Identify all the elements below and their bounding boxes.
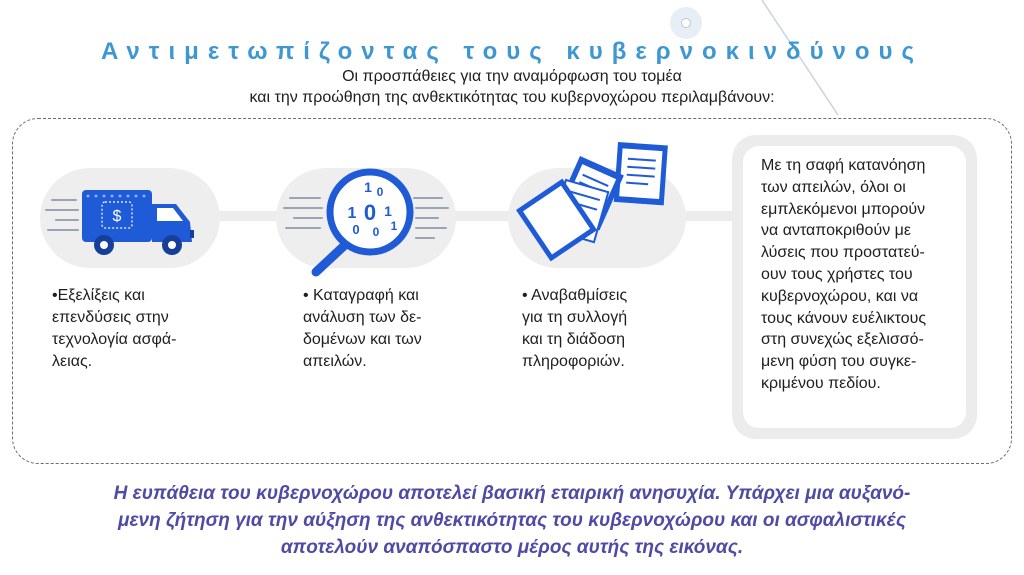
item-line: ανάλυση των δε- bbox=[303, 309, 422, 326]
item-line: • Αναβαθμίσεις bbox=[522, 287, 628, 304]
item-line: για τη συλλογή bbox=[522, 309, 628, 326]
dollar-sign: $ bbox=[112, 208, 122, 225]
item-line: επενδύσεις στην bbox=[52, 309, 169, 326]
callout-line: στη συνεχώς εξελισσό- bbox=[761, 331, 924, 349]
item-line: δομένων και των bbox=[303, 331, 422, 348]
item-icon-pill bbox=[276, 168, 456, 268]
armored-truck-icon bbox=[40, 168, 220, 268]
binary-digit: 0 bbox=[363, 200, 377, 225]
binary-digit: 0 bbox=[376, 185, 384, 199]
callout-line: να ανταποκριθούν με bbox=[761, 222, 911, 240]
documents-icon bbox=[508, 168, 686, 268]
item-icon-pill bbox=[40, 168, 220, 268]
binary-digit: 1 bbox=[384, 203, 392, 219]
item-description bbox=[522, 285, 627, 373]
footer-line: Η ευπάθεια του κυβερνοχώρου αποτελεί βασική εταιρική ανησυχία. Υπάρχει μια αυξανό- bbox=[113, 483, 911, 504]
item-line: πληροφοριών. bbox=[522, 353, 625, 370]
callout-line: κριμένου πεδίου. bbox=[761, 374, 881, 392]
callout-line: των απειλών, όλοι οι bbox=[761, 178, 906, 196]
binary-digit: 0 bbox=[352, 222, 360, 237]
binary-digit: 1 bbox=[347, 205, 357, 222]
callout-line: εμπλεκόμενοι μπορούν bbox=[761, 200, 926, 218]
subtitle-line: και την προώθηση της ανθεκτικότητας του κυβερνοχώρου περιλαμβάνουν: bbox=[249, 89, 775, 106]
callout-line: λύσεις που προστατεύ- bbox=[761, 244, 925, 262]
callout-line: κυβερνοχώρου, και να bbox=[761, 287, 919, 305]
item-line: • Καταγραφή και bbox=[303, 287, 419, 304]
subtitle-line: Οι προσπάθειες για την αναμόρφωση του τομέα bbox=[342, 68, 682, 85]
callout-line: τους κάνουν ευέλικτους bbox=[761, 309, 927, 327]
item-line: τεχνολογία ασφά- bbox=[52, 331, 177, 348]
item-description bbox=[52, 285, 176, 373]
callout-line: ουν τους χρήστες του bbox=[761, 265, 913, 283]
item-line: και τη διάδοση bbox=[522, 331, 626, 348]
page-subtitle bbox=[0, 66, 1024, 108]
magnifier-binary-icon bbox=[276, 168, 456, 268]
callout-line: Με τη σαφή κατανόηση bbox=[761, 157, 926, 174]
callout-line: μενη φύση του συγκε- bbox=[761, 353, 917, 371]
footer-statement bbox=[0, 480, 1024, 561]
decorative-dot bbox=[681, 18, 691, 28]
binary-digit: 1 bbox=[364, 179, 372, 195]
binary-digit: 1 bbox=[390, 219, 398, 233]
binary-digit: 0 bbox=[372, 225, 380, 239]
footer-line: αποτελούν αναπόσπαστο μέρος αυτής της εικόνας. bbox=[280, 537, 744, 558]
item-description bbox=[303, 285, 422, 373]
page-title: Αντιμετωπίζοντας τους κυβερνοκινδύνους bbox=[100, 38, 924, 65]
item-line: λειας. bbox=[52, 353, 93, 370]
item-line: απειλών. bbox=[303, 353, 367, 370]
callout-text bbox=[761, 155, 926, 395]
item-line: •Εξελίξεις και bbox=[52, 287, 145, 304]
footer-line: μενη ζήτηση για την αύξηση της ανθεκτικότητας του κυβερνοχώρου και οι ασφαλιστικές bbox=[117, 510, 907, 531]
item-icon-pill bbox=[508, 168, 686, 268]
